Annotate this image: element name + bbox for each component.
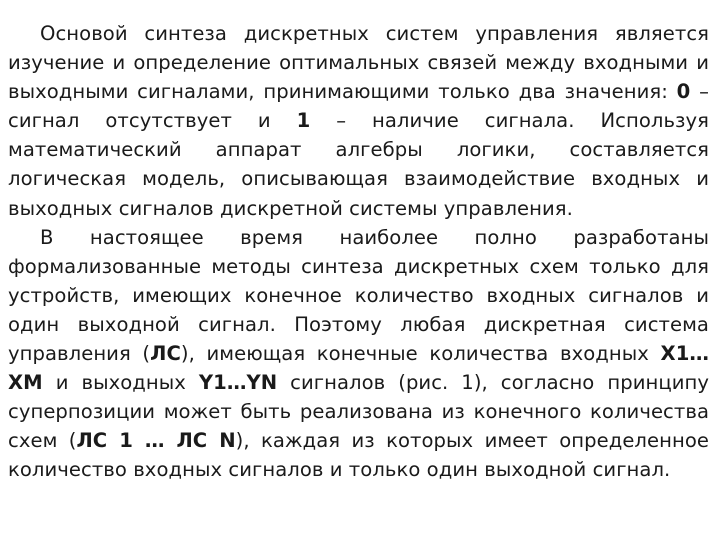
text-body bbox=[8, 19, 709, 485]
value-one: 1 bbox=[296, 109, 311, 133]
paragraph-1-text-a: Основой синтеза дискретных систем управления является изучение и определение оптимальных связей между входными и выходными сигналами, принимающими только два значения: bbox=[8, 22, 709, 104]
paragraph-2 bbox=[8, 223, 709, 485]
paragraph-2-text-c: и выходных bbox=[42, 371, 199, 395]
paragraph-1-text-c: – сигнал отсутствует и bbox=[8, 80, 709, 133]
paragraph-2-text-b: ), имеющая конечные количества входных bbox=[180, 342, 661, 366]
outputs-range: Y1…YN bbox=[198, 371, 278, 395]
ls-abbrev: ЛС bbox=[150, 342, 181, 366]
paragraph-1-text-d: – наличие сигнала. Используя математический аппарат алгебры логики, составляется логическая модель, описывающая взаимодействие входных и выходных сигналов дискретной системы управления. bbox=[8, 109, 710, 220]
inputs-range: X1…XM bbox=[8, 342, 710, 395]
paragraph-2-text-d: сигналов (рис. 1), согласно принципу суперпозиции может быть реализована из конечного количества схем ( bbox=[8, 371, 710, 453]
value-zero: 0 bbox=[676, 80, 691, 104]
paragraph-2-text-e: ), каждая из которых имеет определенное количество входных сигналов и только один выходной сигнал. bbox=[8, 429, 709, 482]
paragraph-1 bbox=[8, 19, 709, 223]
ls-range: ЛС 1 … ЛС N bbox=[76, 429, 236, 453]
paragraph-2-text-a: В настоящее время наиболее полно разработаны формализованные методы синтеза дискретных схем только для устройств, имеющих конечное количество входных сигналов и один выходной сигнал. Поэтому любая дискретная система управления ( bbox=[8, 225, 709, 366]
